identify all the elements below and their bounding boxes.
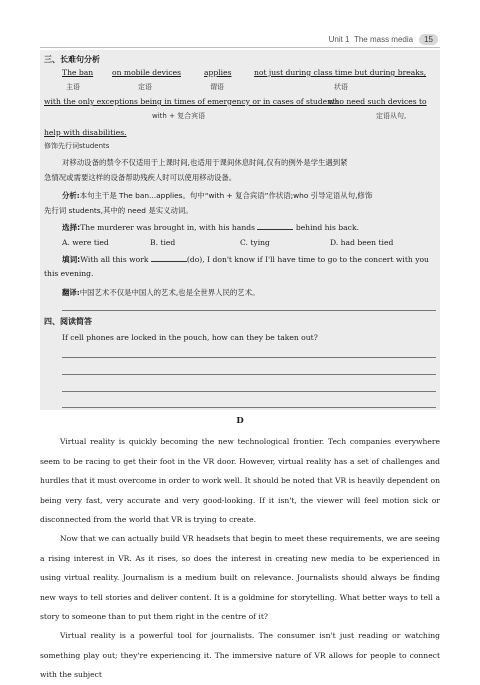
option-c[interactable]: C. tying — [240, 238, 270, 247]
answer-line-4[interactable] — [62, 407, 436, 408]
translate-text: 中国艺术不仅是中国人的艺术,也是全世界人民的艺术。 — [79, 288, 260, 297]
analysis-text-1: 本句主干是 The ban...applies。句中“with + 复合宾语”作状语;who 引导定语从句,修饰 — [79, 191, 373, 200]
fill-q1: With all this work — [80, 255, 149, 264]
sentence-line2-with: with the only exceptions being in times of emergency or in cases of students — [44, 97, 340, 106]
unit-title: The mass media — [353, 35, 414, 44]
fill-question — [62, 254, 429, 265]
page-number: 15 — [419, 34, 438, 45]
label-attr: 定语 — [138, 83, 152, 91]
passage-paragraph-1: Virtual reality is quickly becoming the new technological frontier. Tech companies everywhere seem to be racing to get their foot in the VR door. However, virtual reality has a set of challenges and hurdles that it must overcome in order to work well. It should be noted that VR is heavily dependent on being very fast, very accurate and very good-looking. If it isn't, the viewer will feel motion sick or disconnected from the world that VR is trying to create. — [40, 437, 440, 524]
translate-question — [62, 287, 259, 298]
sentence-line3: help with disabilities. — [44, 128, 127, 137]
answer-line-2[interactable] — [62, 374, 436, 375]
choice-question — [62, 222, 359, 233]
passage-paragraph-2: Now that we can actually build VR headsets that begin to meet these requirements, we are seeing a rising interest in VR. As it rises, so does the interest in creating new media to be experienced in using virtual reality. Journalism is a medium built on relevance. Journalists should always be finding new ways to tell stories and deliver content. It is a goldmine for storytelling. What better ways to tell a story to someone than to put them right in the centre of it? — [40, 534, 440, 621]
passage-letter: D — [236, 416, 244, 426]
choice-q2: behind his back. — [295, 223, 359, 232]
section3-title: 三、长难句分析 — [44, 55, 100, 64]
sentence-part-verb: applies — [204, 68, 232, 77]
sentence-part-adverbial: not just during class time but during breaks, — [254, 68, 427, 77]
option-a[interactable]: A. were tied — [62, 238, 109, 247]
sentence-part-subject: The ban — [62, 68, 94, 77]
fill-blank[interactable] — [151, 254, 187, 262]
sentence-line2-who: who need such devices to — [328, 97, 427, 106]
page-header — [329, 34, 438, 45]
fill-label: 填词: — [62, 255, 81, 264]
analysis-label: 分析: — [62, 191, 80, 200]
option-d[interactable]: D. had been tied — [330, 238, 394, 247]
answer-line-3[interactable] — [62, 391, 436, 392]
sentence-part-attr: on mobile devices — [112, 68, 181, 77]
fill-q2: (do), I don't know if I'll have time to go to the concert with you — [186, 255, 429, 264]
unit-label: Unit 1 — [328, 35, 350, 44]
option-b[interactable]: B. tied — [150, 238, 176, 247]
section4-title: 四、阅读简答 — [44, 317, 92, 326]
label-modifies: 修饰先行词students — [44, 142, 110, 150]
answer-line-1[interactable] — [62, 357, 436, 358]
label-attr-clause: 定语从句, — [376, 112, 407, 120]
choice-q1: The murderer was brought in, with his hands — [80, 223, 255, 232]
passage-paragraph-3: Virtual reality is a powerful tool for journalists. The consumer isn't just reading or watching something play out; they're experiencing it. The immersive nature of VR allows for people to connect with the subject — [40, 631, 440, 679]
translation-line2: 急情况或需要这样的设备帮助残疾人时可以使用移动设备。 — [44, 173, 237, 182]
choice-blank[interactable] — [257, 222, 293, 230]
analysis-line1 — [62, 190, 372, 201]
analysis-line2: 先行词 students,其中的 need 是实义动词。 — [44, 206, 193, 215]
translate-label: 翻译: — [62, 288, 80, 297]
translate-answer-line[interactable] — [62, 310, 436, 311]
label-verb: 谓语 — [210, 83, 224, 91]
choice-label: 选择: — [62, 223, 81, 232]
fill-q3: this evening. — [44, 269, 94, 278]
translation-line1: 对移动设备的禁令不仅适用于上课时间,也适用于课间休息时间,仅有的例外是学生遇到紧 — [62, 158, 348, 167]
section4-question: If cell phones are locked in the pouch, how can they be taken out? — [62, 333, 318, 342]
label-with-complex: with + 复合宾语 — [152, 112, 206, 120]
label-subject: 主语 — [66, 83, 80, 91]
header-divider — [40, 47, 440, 48]
label-adverbial: 状语 — [334, 83, 348, 91]
